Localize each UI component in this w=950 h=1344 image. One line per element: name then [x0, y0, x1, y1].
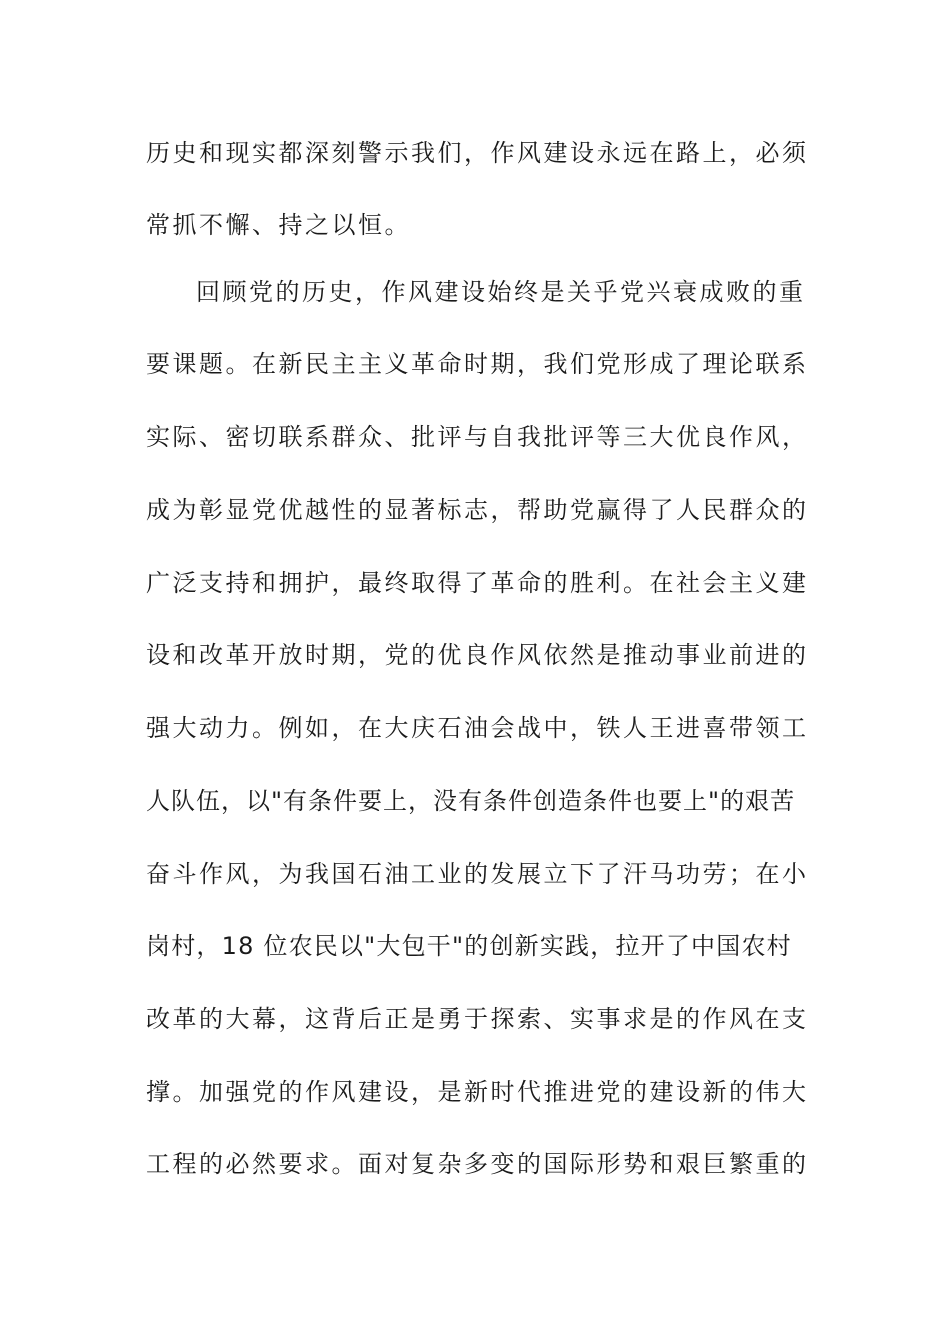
text-line: 撑。加强党的作风建设，是新时代推进党的建设新的伟大: [146, 1078, 809, 1106]
text-line: 历史和现实都深刻警示我们，作风建设永远在路上，必须: [146, 139, 809, 167]
text-line: 改革的大幕，这背后正是勇于探索、实事求是的作风在支: [146, 1005, 809, 1033]
text-line: 设和改革开放时期，党的优良作风依然是推动事业前进的: [146, 641, 809, 669]
text-line: 要课题。在新民主主义革命时期，我们党形成了理论联系: [146, 350, 809, 378]
text-line: 成为彰显党优越性的显著标志，帮助党赢得了人民群众的: [146, 496, 809, 524]
text-line: 实际、密切联系群众、批评与自我批评等三大优良作风，: [146, 423, 809, 451]
text-line: 岗村，18 位农民以"大包干"的创新实践，拉开了中国农村: [146, 932, 792, 960]
text-line: 人队伍，以"有条件要上，没有条件创造条件也要上"的艰苦: [146, 787, 796, 815]
paragraph-first-line: 回顾党的历史，作风建设始终是关乎党兴衰成败的重: [196, 278, 806, 306]
text-line: 奋斗作风，为我国石油工业的发展立下了汗马功劳；在小: [146, 860, 809, 888]
text-line: 广泛支持和拥护，最终取得了革命的胜利。在社会主义建: [146, 569, 809, 597]
text-line: 强大动力。例如，在大庆石油会战中，铁人王进喜带领工: [146, 714, 809, 742]
text-line: 工程的必然要求。面对复杂多变的国际形势和艰巨繁重的: [146, 1150, 809, 1178]
text-line: 常抓不懈、持之以恒。: [146, 211, 411, 239]
